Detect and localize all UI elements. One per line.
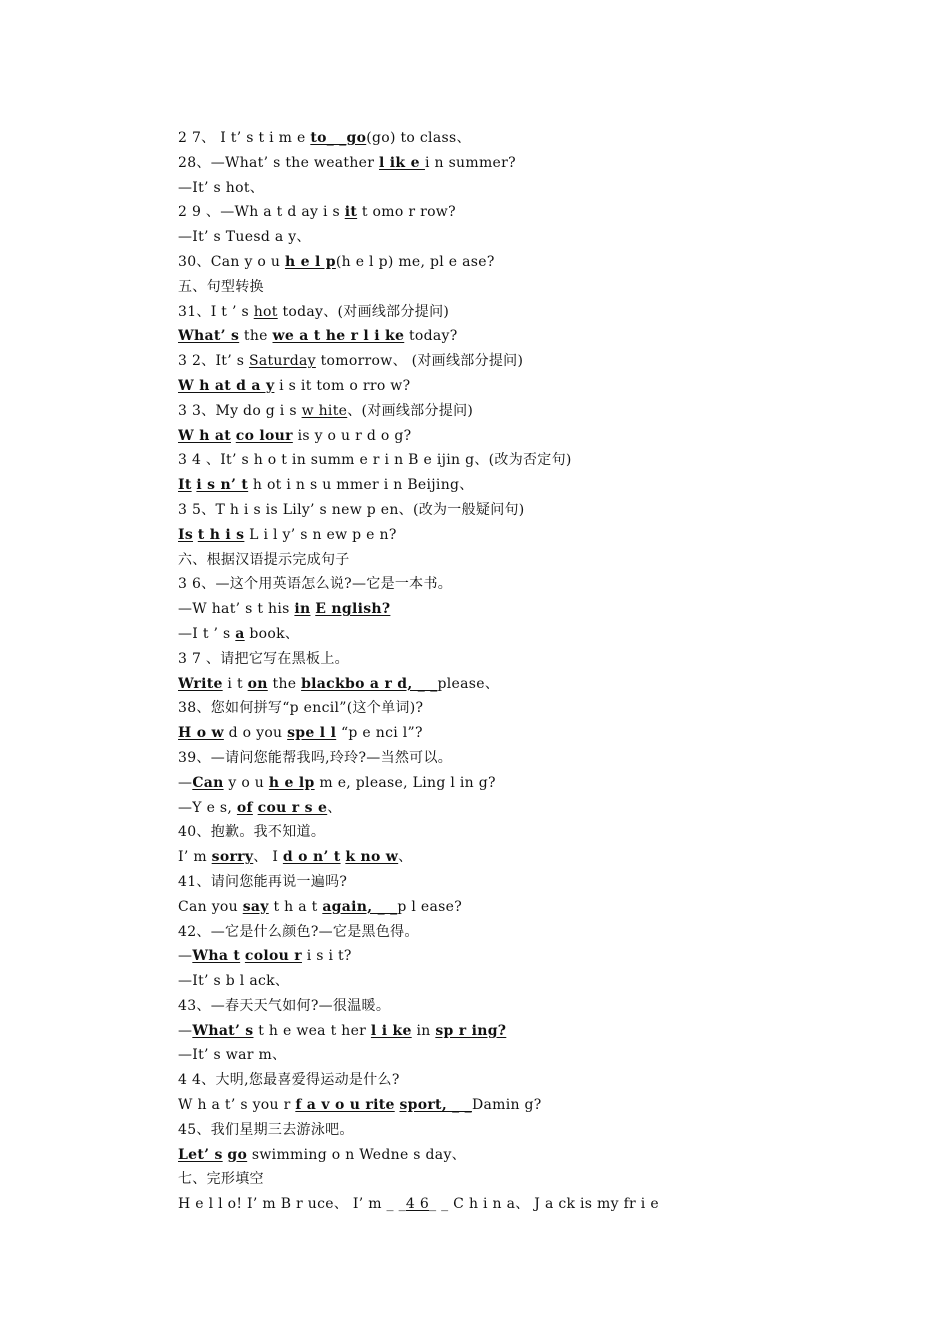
line-text: I’ m	[178, 849, 212, 866]
text-line	[178, 1093, 918, 1118]
line-text: 40、抱歉。我不知道。	[178, 824, 326, 841]
answer-text: k no w	[345, 849, 399, 866]
line-text: tomorrow、 (对画线部分提问)	[315, 353, 524, 370]
line-text: 28、—What’ s the weather	[178, 154, 379, 171]
answer-text: blackbo a r d, _ _	[301, 675, 438, 692]
text-line	[178, 424, 918, 449]
answer-text: d o n’ t	[282, 849, 341, 866]
line-text: 4 4、大明,您最喜爱得运动是什么?	[178, 1072, 400, 1089]
text-line	[178, 920, 918, 945]
line-text: please、	[437, 675, 500, 692]
answer-text: l i ke	[370, 1022, 412, 1039]
answer-text: sport, _ _	[399, 1097, 472, 1114]
line-text: 3 4 、It’ s h o t in summ e r i n B e ijin g、(改为否定句)	[178, 452, 572, 469]
line-text: in	[411, 1022, 436, 1039]
text-line	[178, 473, 918, 498]
line-text: i t	[222, 675, 248, 692]
line-text: 45、我们星期三去游泳吧。	[178, 1121, 354, 1138]
line-text: 六、根据汉语提示完成句子	[178, 551, 350, 568]
underlined-text: w hite	[301, 402, 348, 419]
line-text: i s it tom o rro w?	[274, 377, 411, 394]
text-line	[178, 696, 918, 721]
line-text: 39、—请问您能帮我吗,玲玲?—当然可以。	[178, 749, 453, 766]
line-text: 3 3、My do g i s	[178, 402, 302, 419]
line-text: 、	[398, 849, 413, 866]
line-text: 、 I	[253, 849, 283, 866]
text-line	[178, 176, 918, 201]
line-text: 3 6、—这个用英语怎么说?—它是一本书。	[178, 576, 453, 593]
line-text: —	[178, 948, 193, 965]
answer-text: spe l l	[287, 725, 337, 742]
line-text: d o you	[223, 725, 288, 742]
text-line	[178, 721, 918, 746]
line-text: 五、句型转换	[178, 278, 264, 295]
line-text: t omo r row?	[357, 204, 456, 221]
underlined-text: 4 6	[405, 1196, 430, 1213]
answer-text: sorry	[211, 849, 254, 866]
text-line	[178, 448, 918, 473]
text-line	[178, 250, 918, 275]
line-text: today、(对画线部分提问)	[277, 303, 450, 320]
underlined-text: Saturday	[248, 353, 316, 370]
line-text: swimming o n Wedne s day、	[247, 1146, 466, 1163]
answer-text: W h at d a y	[178, 377, 275, 394]
line-text: —	[178, 774, 193, 791]
answer-text: of	[236, 799, 253, 816]
text-line	[178, 1167, 918, 1192]
answer-text: Write	[178, 675, 223, 692]
text-line	[178, 349, 918, 374]
answer-text: H o w	[178, 725, 224, 742]
line-text: t h a t	[268, 898, 323, 915]
line-text: 3 7 、请把它写在黑板上。	[178, 650, 349, 667]
text-line	[178, 820, 918, 845]
line-text: m e, please, Ling l in g?	[314, 774, 496, 791]
line-text: —	[178, 1022, 193, 1039]
line-text: —It’ s Tuesd a y、	[178, 229, 311, 246]
line-text: p l ease?	[397, 898, 463, 915]
line-text: t h e wea t her	[253, 1022, 371, 1039]
text-line	[178, 572, 918, 597]
text-line	[178, 1192, 918, 1217]
text-line	[178, 845, 918, 870]
line-text: 38、您如何拼写“p encil”(这个单词)?	[178, 700, 424, 717]
answer-text: What’ s	[192, 1022, 254, 1039]
answer-text: in	[294, 601, 311, 618]
line-text: (h e l p) me, pl e ase?	[335, 253, 495, 270]
answer-text: Is	[178, 526, 194, 543]
text-line	[178, 1019, 918, 1044]
line-text: i n summer?	[424, 154, 516, 171]
text-line	[178, 1143, 918, 1168]
answer-text: a	[235, 625, 245, 642]
line-text: “p e nci l”?	[336, 725, 423, 742]
answer-text: i s n’ t	[196, 477, 249, 494]
answer-text: Can	[192, 774, 224, 791]
answer-text: W h at	[178, 427, 231, 444]
answer-text: f a v o u rite	[295, 1097, 395, 1114]
answer-text: to_ _go	[310, 130, 367, 146]
text-line	[178, 647, 918, 672]
answer-text: we a t he r l i ke	[272, 328, 405, 345]
text-line	[178, 399, 918, 424]
text-line	[178, 597, 918, 622]
answer-text: sp r ing?	[435, 1022, 507, 1039]
text-line	[178, 870, 918, 895]
line-text: 30、Can y o u	[178, 253, 285, 270]
line-text: 2 7、 I t’ s t i m e	[178, 130, 311, 146]
text-line	[178, 275, 918, 300]
line-text: —It’ s war m、	[178, 1047, 287, 1064]
line-text: today?	[404, 328, 458, 345]
text-line	[178, 523, 918, 548]
text-line	[178, 1068, 918, 1093]
text-line	[178, 126, 918, 151]
line-text: 2 9 、—Wh a t d ay i s	[178, 204, 345, 221]
answer-text: h e l p	[284, 253, 336, 270]
answer-text: go	[227, 1146, 248, 1163]
line-text: —It’ s hot、	[178, 179, 265, 196]
answer-text: say	[242, 898, 269, 915]
text-line	[178, 796, 918, 821]
line-text: W h a t’ s you r	[178, 1097, 296, 1114]
text-line	[178, 672, 918, 697]
line-text: the	[267, 675, 302, 692]
line-text: Damin g?	[471, 1097, 542, 1114]
line-text: i s i t?	[301, 948, 352, 965]
text-line	[178, 1118, 918, 1143]
line-text: 、	[327, 799, 342, 816]
text-line	[178, 324, 918, 349]
answer-text: h e lp	[268, 774, 315, 791]
exercise-text-block	[178, 126, 918, 1217]
answer-text: Wha t	[192, 948, 241, 965]
text-line	[178, 374, 918, 399]
answer-text: cou r s e	[257, 799, 328, 816]
answer-text: on	[247, 675, 268, 692]
answer-text: again, _ _	[322, 898, 398, 915]
line-text: 、(对画线部分提问)	[347, 402, 474, 419]
line-text: Can you	[178, 898, 243, 915]
line-text: 3 2、It’ s	[178, 353, 249, 370]
text-line	[178, 944, 918, 969]
answer-text: colou r	[244, 948, 302, 965]
line-text: L i l y’ s n ew p e n?	[244, 526, 397, 543]
text-line	[178, 300, 918, 325]
line-text: H e l l o! I’ m B r uce、 I’ m _ _	[178, 1196, 406, 1213]
answer-text: co lour	[235, 427, 293, 444]
text-line	[178, 771, 918, 796]
text-line	[178, 746, 918, 771]
line-text: 43、—春天天气如何?—很温暖。	[178, 997, 391, 1014]
line-text: book、	[244, 625, 300, 642]
line-text: 41、请问您能再说一遍吗?	[178, 873, 348, 890]
underlined-text: hot	[253, 303, 278, 320]
text-line	[178, 994, 918, 1019]
text-line	[178, 151, 918, 176]
answer-text: t h i s	[197, 526, 245, 543]
text-line	[178, 969, 918, 994]
line-text: —It’ s b l ack、	[178, 973, 290, 990]
text-line	[178, 200, 918, 225]
text-line	[178, 498, 918, 523]
answer-text: What’ s	[178, 328, 240, 345]
text-line	[178, 895, 918, 920]
line-text: 42、—它是什么颜色?—它是黑色得。	[178, 923, 419, 940]
answer-text: l ik e	[379, 154, 425, 171]
answer-text: E nglish?	[315, 601, 391, 618]
text-line	[178, 548, 918, 573]
line-text: —W hat’ s t his	[178, 601, 295, 618]
line-text: y o u	[223, 774, 269, 791]
line-text: (go) to class、	[366, 130, 471, 146]
text-line	[178, 225, 918, 250]
line-text: is y o u r d o g?	[292, 427, 412, 444]
line-text: 3 5、T h i s is Lily’ s new p en、(改为一般疑问句)	[178, 501, 525, 518]
line-text: 31、I t ’ s	[178, 303, 254, 320]
answer-text: it	[344, 204, 358, 221]
answer-text: Let’ s	[178, 1146, 223, 1163]
line-text: 七、完形填空	[178, 1171, 264, 1188]
line-text: —Y e s,	[178, 799, 237, 816]
line-text: —I t ’ s	[178, 625, 236, 642]
line-text: _ _ C h i n a、 J a ck is my fr i e	[429, 1196, 659, 1213]
line-text: h ot i n s u mmer i n Beijing、	[248, 477, 474, 494]
text-line	[178, 622, 918, 647]
text-line	[178, 1043, 918, 1068]
line-text: the	[239, 328, 273, 345]
answer-text: It	[178, 477, 192, 494]
